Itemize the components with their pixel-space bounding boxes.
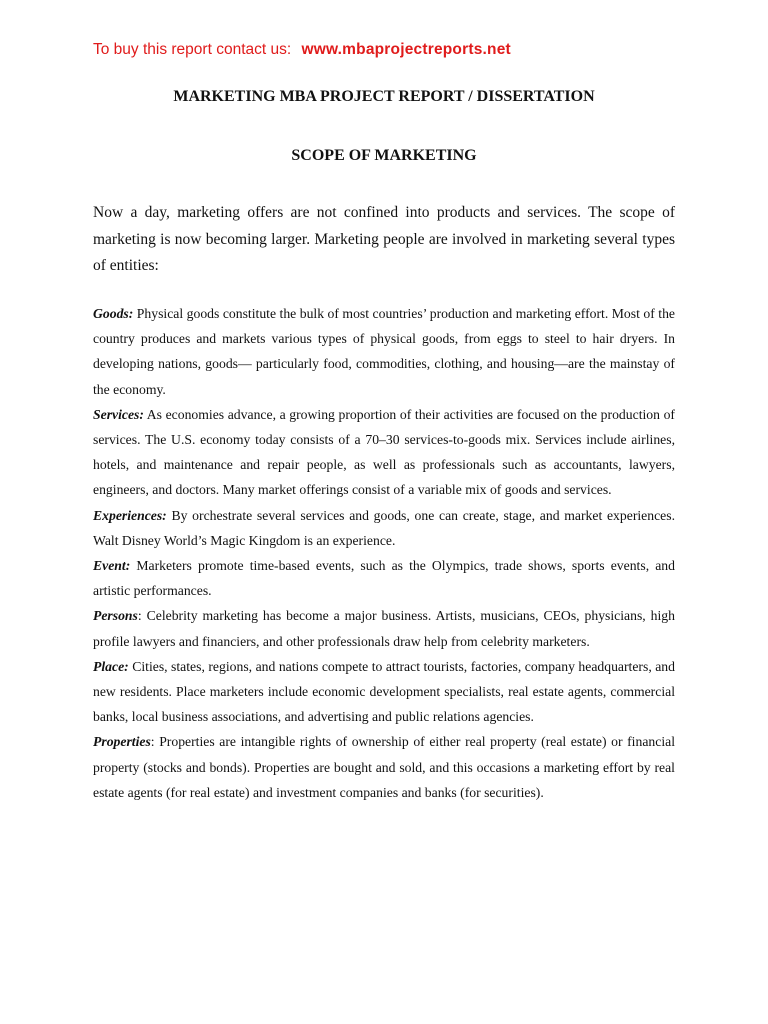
entry-properties — [93, 729, 675, 805]
entry-text: : Properties are intangible rights of ownership of either real property (real estate) or financial property (stocks and bonds). Properties are bought and sold, and this occasions a marketing effort by real estate agents (for real estate) and investment companies and banks (for securities). — [93, 734, 675, 800]
entry-place — [93, 654, 675, 730]
entry-term: Place: — [93, 658, 129, 674]
section-title: SCOPE OF MARKETING — [291, 147, 477, 164]
intro-paragraph: Now a day, marketing offers are not confined into products and services. The scope of marketing is now becoming larger. Marketing people are involved in marketing several types of entities: — [93, 204, 675, 274]
entry-text: Cities, states, regions, and nations compete to attract tourists, factories, company headquarters, and new residents. Place marketers include economic development specialists, real estate agents, commercial banks, local business associations, and advertising and public relations agencies. — [93, 658, 675, 725]
entry-goods — [93, 301, 675, 402]
entry-term: Goods: — [93, 306, 134, 321]
entry-event — [93, 553, 675, 603]
promo-website-link[interactable]: www.mbaprojectreports.net — [301, 41, 511, 58]
entry-term: Properties — [93, 734, 151, 750]
promo-banner — [93, 41, 511, 59]
entry-text: By orchestrate several services and goods, one can create, stage, and market experiences. Walt Disney World’s Magic Kingdom is an experience. — [93, 507, 675, 548]
entry-text: Marketers promote time-based events, such as the Olympics, trade shows, sports events, and artistic performances. — [93, 558, 675, 599]
entry-experiences — [93, 503, 675, 553]
entry-term: Services: — [93, 406, 144, 422]
entry-text: As economies advance, a growing proportion of their activities are focused on the production of services. The U.S. economy today consists of a 70–30 services-to-goods mix. Services include airlines, hotels, and maintenance and repair people, as well as professionals such as accountants, lawyers, engineers, and doctors. Many market offerings consist of a variable mix of goods and services. — [93, 406, 675, 498]
entry-term: Persons — [93, 608, 138, 624]
entry-term: Experiences: — [93, 507, 167, 523]
entry-text: : Celebrity marketing has become a major business. Artists, musicians, CEOs, physicians, high profile lawyers and financiers, and other professionals draw help from celebrity marketers. — [93, 608, 675, 649]
document-title: MARKETING MBA PROJECT REPORT / DISSERTATION — [173, 88, 595, 105]
entry-services — [93, 402, 675, 503]
entity-list — [93, 301, 675, 805]
promo-text: To buy this report contact us: — [93, 41, 292, 58]
entry-persons — [93, 603, 675, 653]
entry-term: Event: — [93, 558, 131, 574]
entry-text: Physical goods constitute the bulk of most countries’ production and marketing effort. Most of the country produces and markets various types of physical goods, from eggs to steel to hair dryers. In developing nations, goods— particularly food, commodities, clothing, and housing—are the mainstay of the economy. — [93, 306, 675, 397]
